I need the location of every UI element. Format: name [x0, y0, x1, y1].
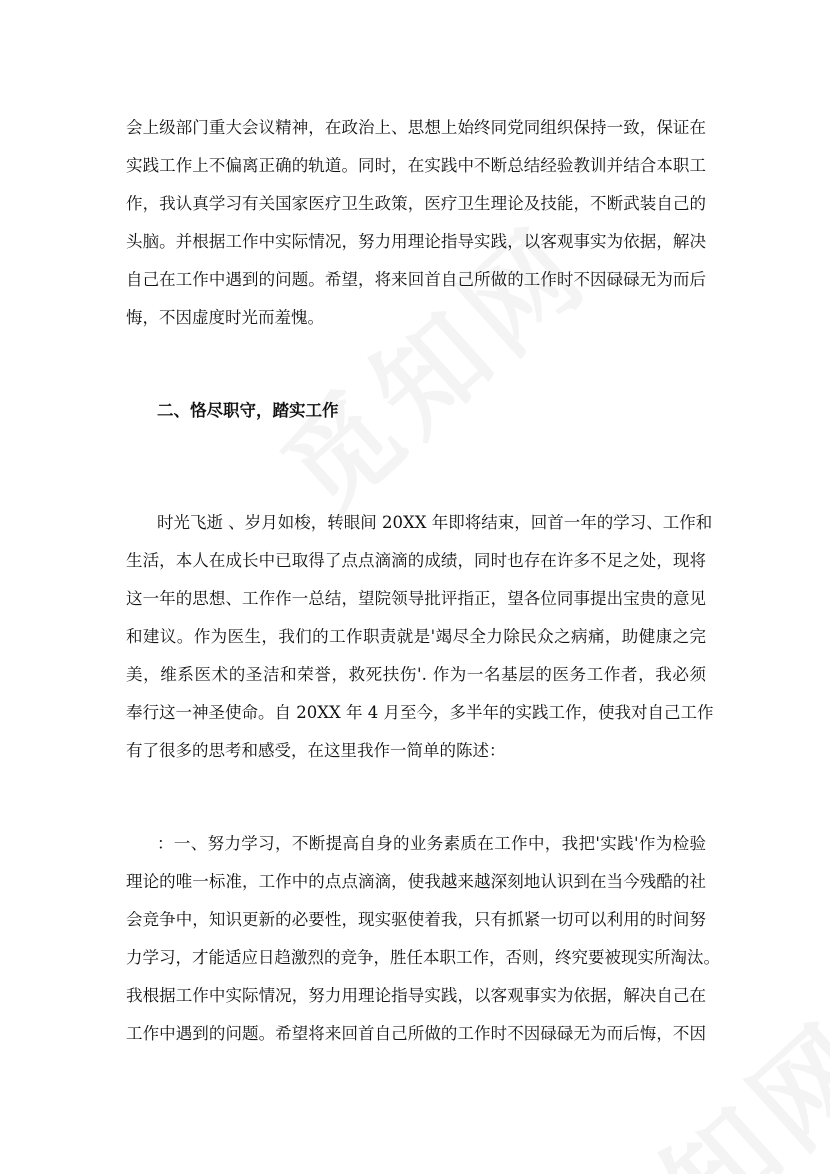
paragraph-line: 工作中遇到的问题。希望将来回首自己所做的工作时不因碌碌无为而后悔，不因 — [126, 1024, 706, 1043]
paragraph-line: 悔，不因虚度时光而羞愧。 — [126, 308, 324, 327]
paragraph-line: 时光飞逝 、岁月如梭，转眼间 20XX 年即将结束，回首一年的学习、工作和 — [157, 513, 713, 532]
paragraph-line: 奉行这一神圣使命。自 20XX 年 4 月至今，多半年的实践工作，使我对自己工作 — [126, 703, 714, 722]
section-heading: 二、恪尽职守，踏实工作 — [157, 401, 339, 420]
paragraph-line: 有了很多的思考和感受，在这里我作一简单的陈述： — [126, 741, 506, 760]
watermark — [533, 980, 830, 1174]
paragraph-line: 力学习，才能适应日趋激烈的竞争，胜任本职工作，否则，终究要被现实所淘汰。 — [126, 948, 720, 967]
paragraph-line: 美，维系医术的圣洁和荣誉，救死扶伤'. 作为一名基层的医务工作者，我必须 — [126, 665, 706, 684]
paragraph-line: 和建议。作为医生，我们的工作职责就是'竭尽全力除民众之病痛，助健康之完 — [126, 627, 706, 646]
paragraph-line: ：一、努力学习，不断提高自身的业务素质在工作中，我把'实践'作为检验 — [157, 834, 706, 853]
paragraph-line: 我根据工作中实际情况，努力用理论指导实践，以客观事实为依据，解决自己在 — [126, 986, 706, 1005]
paragraph-line: 实践工作上不偏离正确的轨道。同时，在实践中不断总结经验教训并结合本职工 — [126, 156, 706, 175]
paragraph-line: 头脑。并根据工作中实际情况，努力用理论指导实践，以客观事实为依据，解决 — [126, 232, 706, 251]
paragraph-line: 自己在工作中遇到的问题。希望，将来回首自己所做的工作时不因碌碌无为而后 — [126, 270, 706, 289]
paragraph-line: 这一年的思想、工作作一总结，望院领导批评指正，望各位同事提出宝贵的意见 — [126, 589, 706, 608]
paragraph-line: 理论的唯一标准，工作中的点点滴滴，使我越来越深刻地认识到在当今残酷的社 — [126, 872, 706, 891]
paragraph-line: 会竞争中，知识更新的必要性，现实驱使着我，只有抓紧一切可以利用的时间努 — [126, 910, 706, 929]
paragraph-line: 会上级部门重大会议精神，在政治上、思想上始终同党同组织保持一致，保证在 — [126, 118, 706, 137]
paragraph-line: 生活，本人在成长中已取得了点点滴滴的成绩，同时也存在许多不足之处，现将 — [126, 551, 706, 570]
paragraph-line: 作，我认真学习有关国家医疗卫生政策，医疗卫生理论及技能，不断武装自己的 — [126, 194, 706, 213]
